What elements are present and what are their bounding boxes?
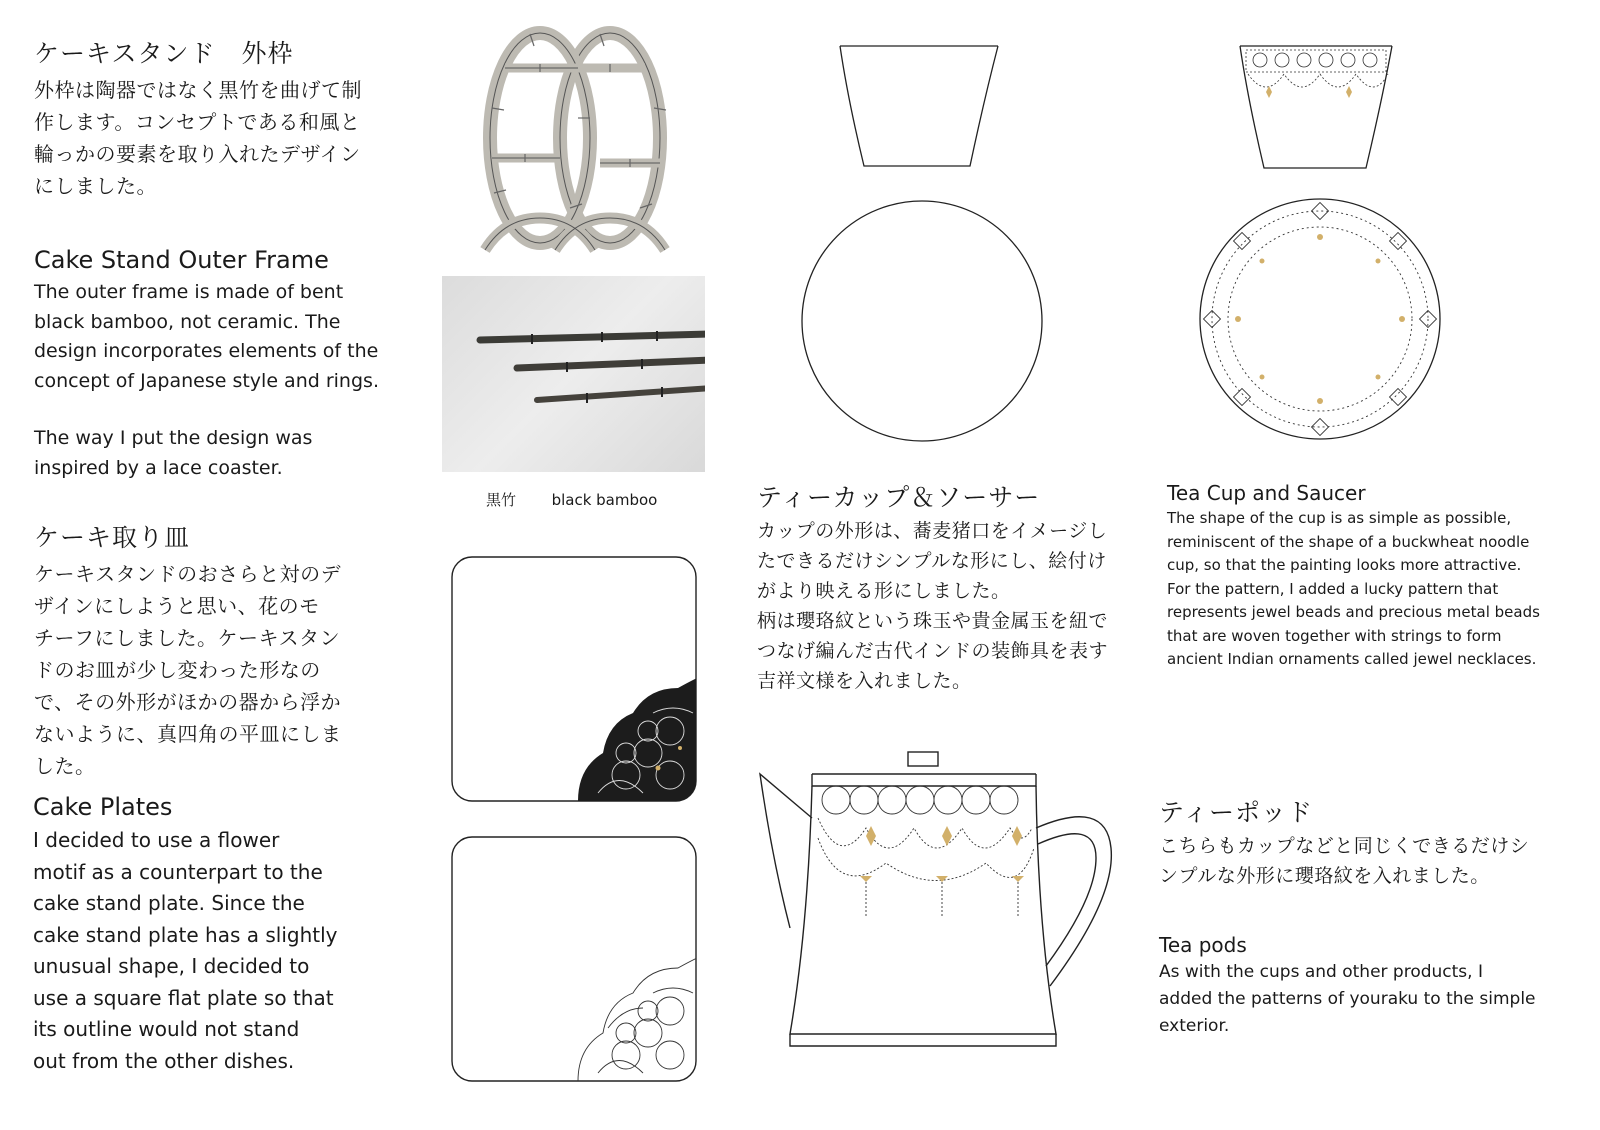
text-line: 作します。コンセプトである和風と (34, 110, 361, 134)
teapot-en-body (1159, 959, 1579, 1040)
text-line: represents jewel beads and precious metal beads (1167, 603, 1540, 621)
text-line: 柄は瓔珞紋という珠玉や貴金属玉を紐で (757, 610, 1109, 632)
text-line: inspired by a lace coaster. (34, 456, 283, 479)
cake-plate-illustration-top (448, 553, 700, 805)
text-line: で、その外形がほかの器から浮か (34, 690, 342, 714)
text-line: こちらもカップなどと同じくできるだけシ (1159, 835, 1530, 857)
text-line: its outline would not stand (33, 1017, 300, 1041)
text-line: ンプルな外形に瓔珞紋を入れました。 (1159, 865, 1490, 887)
text-line: つなげ編んだ古代インドの装飾具を表す (757, 640, 1109, 662)
bamboo-caption-en: black bamboo (551, 491, 658, 509)
saucer-outline-illustration (797, 197, 1047, 445)
bamboo-sticks (442, 276, 705, 472)
teapot-ja-body (1159, 831, 1569, 891)
text-line: たできるだけシンプルな形にし、絵付け (757, 550, 1107, 572)
text-line: The shape of the cup is as simple as possible, (1167, 509, 1512, 527)
text-line: した。 (34, 754, 96, 778)
text-line: black bamboo, not ceramic. The (34, 310, 341, 333)
text-line: motif as a counterpart to the (33, 859, 323, 884)
teacup-en-title: Tea Cup and Saucer (1167, 481, 1366, 505)
text-line: がより映える形にしました。 (757, 580, 1011, 602)
text-line: ないように、真四角の平皿にしま (34, 722, 342, 746)
text-line: cake stand plate has a slightly (33, 922, 338, 947)
cake-plates-ja-body (34, 558, 414, 782)
cake-plate-illustration-bottom (448, 833, 700, 1085)
teacup-ja-title: ティーカップ＆ソーサー (757, 483, 1041, 512)
cake-plates-en-title: Cake Plates (33, 793, 173, 821)
text-line: As with the cups and other products, I (1159, 962, 1483, 982)
cake-stand-ja-body (34, 74, 414, 202)
text-line: I decided to use a flower (33, 828, 280, 852)
text-line: 輪っかの要素を取り入れたデザイン (34, 142, 361, 166)
saucer-decorated-illustration (1196, 195, 1444, 443)
bamboo-caption-ja: 黒竹 (486, 491, 517, 509)
text-line: use a square flat plate so that (33, 985, 334, 1010)
text-line: The way I put the design was (34, 427, 313, 449)
bamboo-frame-illustration (470, 18, 680, 270)
text-line: cake stand plate. Since the (33, 891, 305, 915)
teapot-illustration (756, 748, 1120, 1070)
teapot-ja-title: ティーポッド (1159, 798, 1314, 827)
text-line: カップの外形は、蕎麦猪口をイメージし (757, 520, 1108, 542)
text-line: out from the other dishes. (33, 1048, 295, 1073)
cake-stand-ja-section (34, 34, 414, 202)
teacup-decorated-illustration (1236, 40, 1396, 175)
cake-plates-ja-section (34, 518, 414, 782)
text-line: ザインにしようと思い、花のモ (34, 594, 320, 618)
black-bamboo-photo (442, 276, 705, 472)
teacup-en-body (1167, 507, 1587, 672)
text-line: cup, so that the painting looks more attractive. (1167, 556, 1522, 574)
teapot-ja-section (1159, 793, 1569, 891)
text-line: チーフにしました。ケーキスタン (34, 626, 341, 650)
text-line: ancient Indian ornaments called jewel necklaces. (1167, 650, 1537, 668)
teacup-ja-section (757, 478, 1137, 696)
cake-stand-en-title: Cake Stand Outer Frame (34, 246, 329, 274)
cake-plates-en-body (33, 825, 423, 1077)
teapot-en-title: Tea pods (1159, 933, 1247, 957)
teacup-ja-body (757, 516, 1137, 696)
teapot-en-section (1159, 933, 1579, 1040)
teacup-outline-illustration (834, 40, 1004, 170)
text-line: unusual shape, I decided to (33, 954, 310, 978)
cake-plates-en-section (33, 793, 423, 1077)
text-line: 外枠は陶器ではなく黒竹を曲げて制 (34, 78, 362, 102)
text-line: The outer frame is made of bent (34, 281, 344, 303)
text-line: exterior. (1159, 1016, 1230, 1036)
text-line: For the pattern, I added a lucky pattern that (1167, 579, 1499, 598)
cake-stand-ja-title: ケーキスタンド 外枠 (34, 39, 294, 68)
text-line: concept of Japanese style and rings. (34, 369, 379, 392)
text-line: added the patterns of youraku to the simple (1159, 989, 1536, 1009)
text-line: 吉祥文様を入れました。 (757, 670, 972, 692)
cake-plates-ja-title: ケーキ取り皿 (34, 523, 191, 552)
text-line: にしました。 (34, 174, 157, 198)
text-line: ドのお皿が少し変わった形なの (34, 658, 321, 682)
cake-stand-en-body (34, 278, 424, 396)
cake-stand-en-body-2 (34, 424, 424, 483)
teacup-en-section (1167, 481, 1587, 672)
text-line: design incorporates elements of the (34, 340, 379, 362)
text-line: reminiscent of the shape of a buckwheat noodle (1167, 532, 1530, 551)
bamboo-caption (486, 489, 657, 510)
text-line: ケーキスタンドのおさらと対のデ (34, 562, 342, 586)
text-line: that are woven together with strings to form (1167, 626, 1502, 645)
cake-stand-en-section (34, 246, 424, 483)
